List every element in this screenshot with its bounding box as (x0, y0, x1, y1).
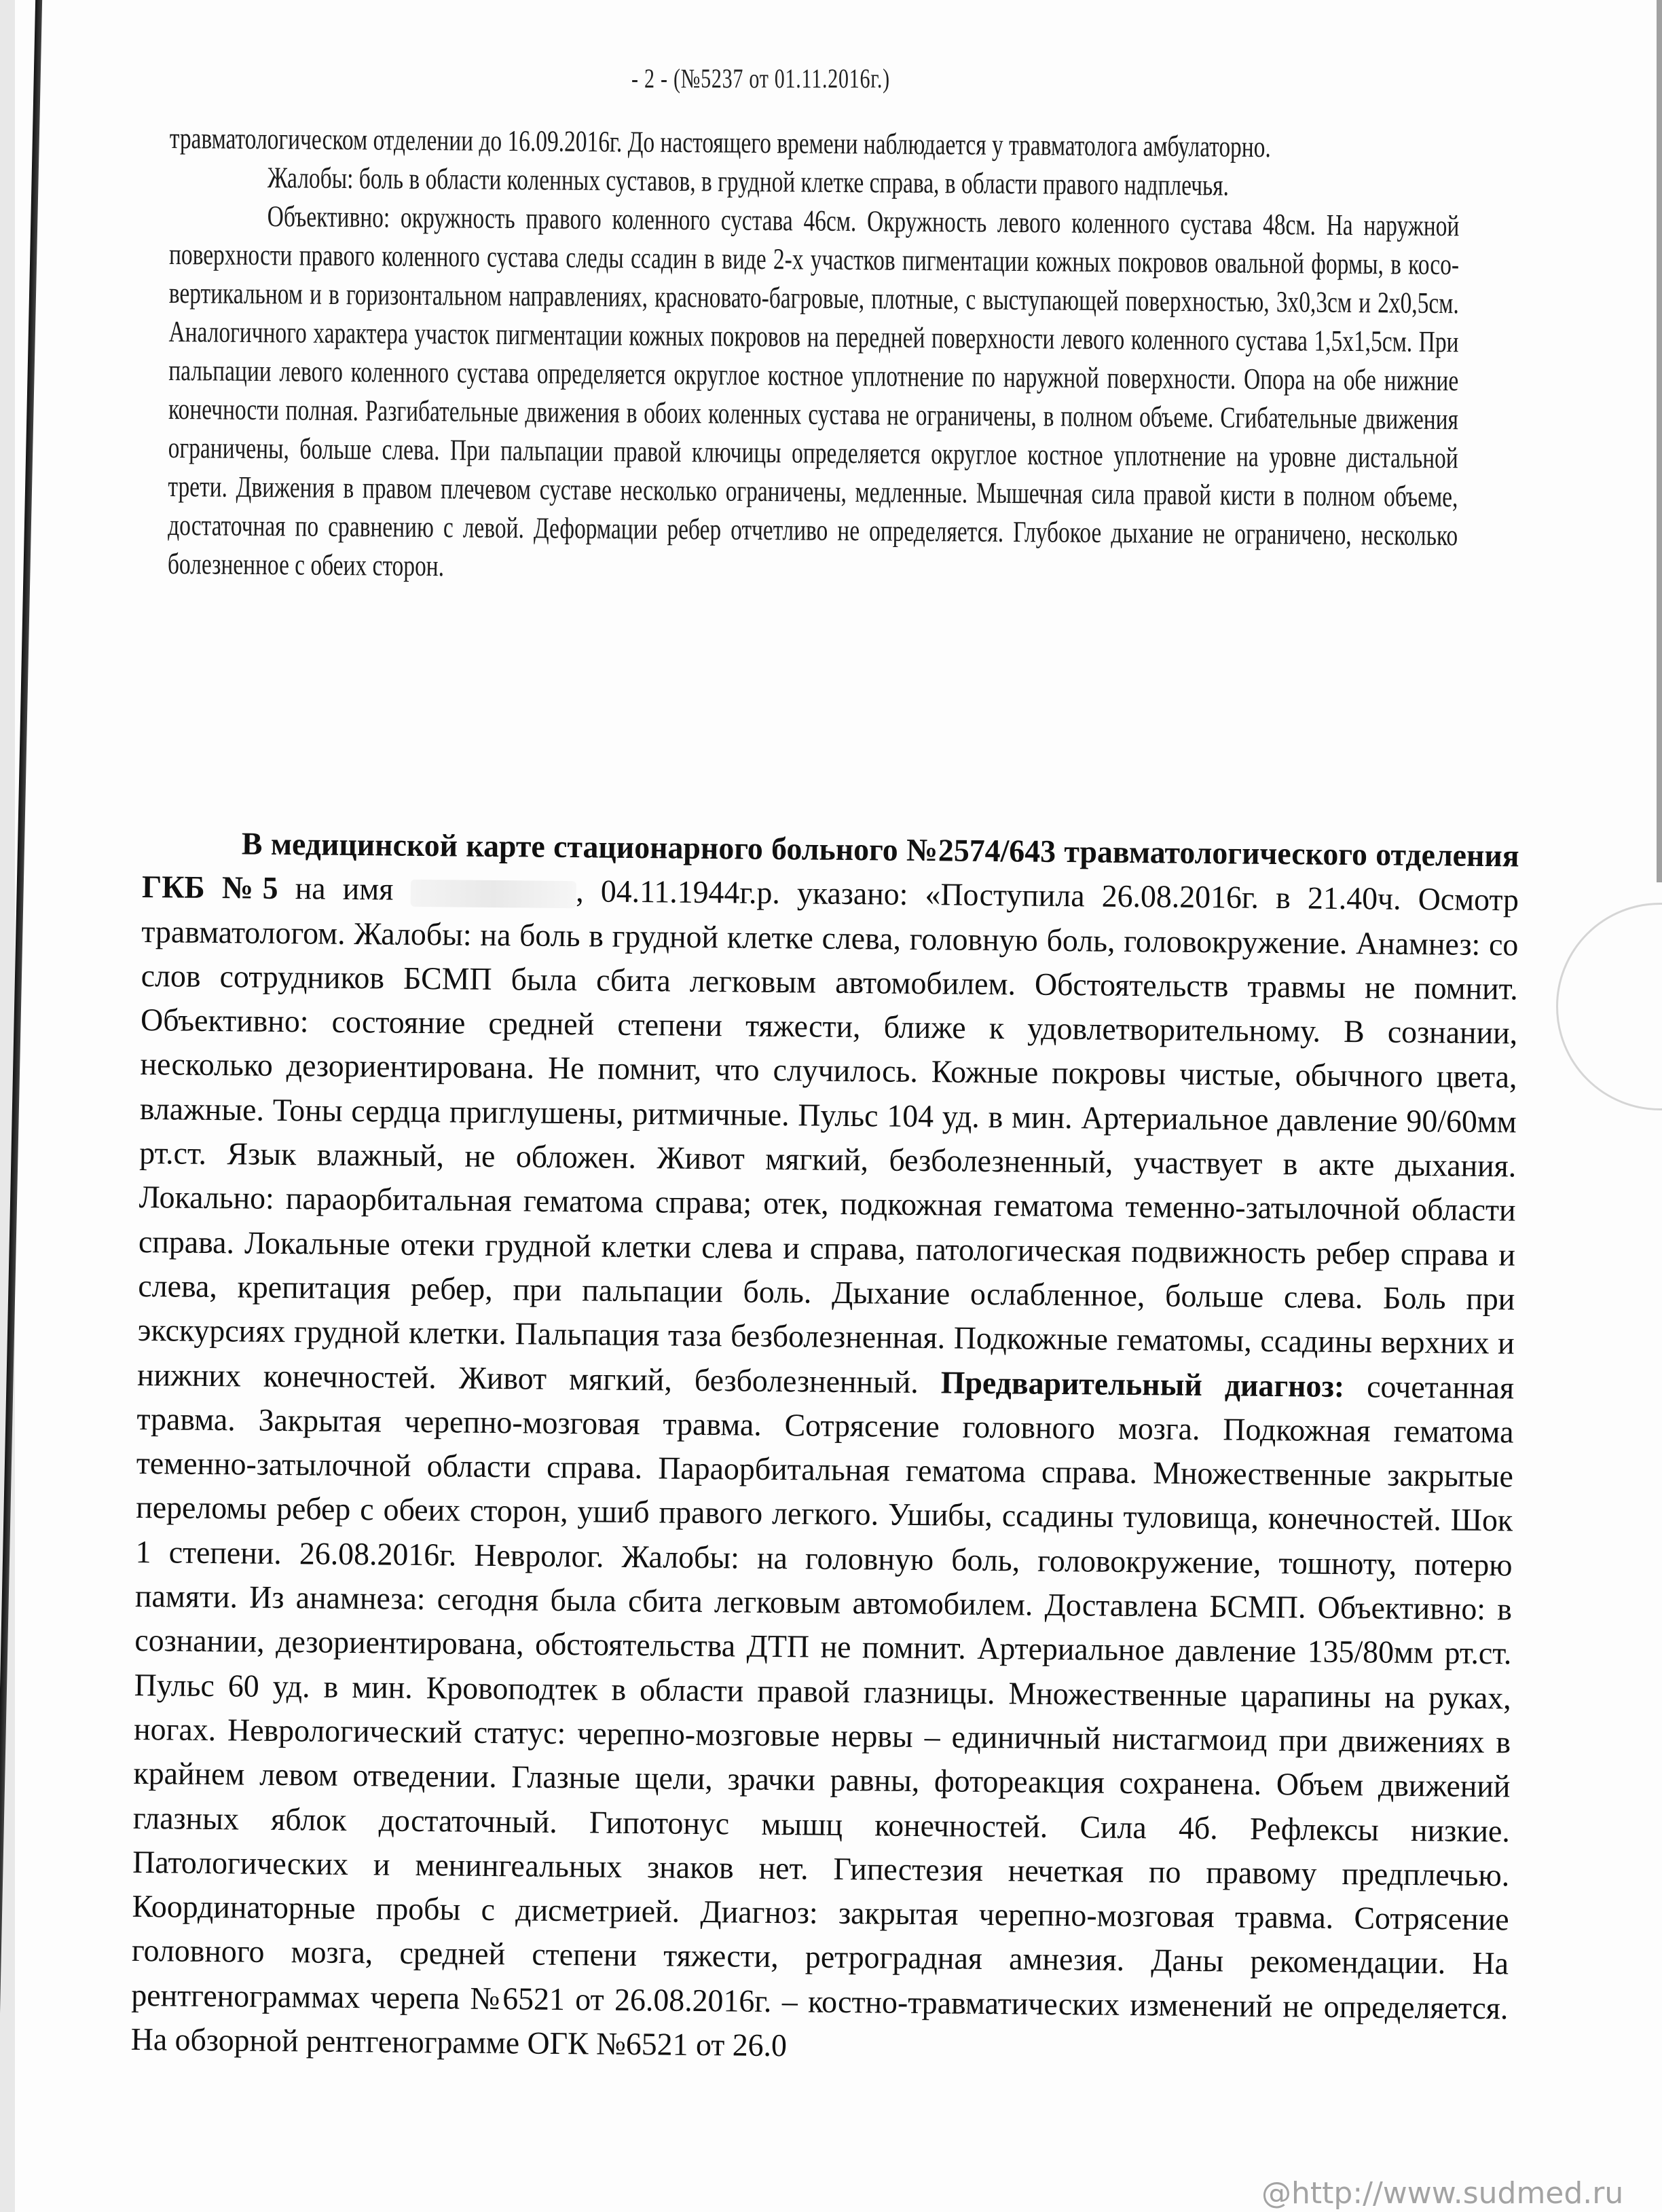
page-right-edge (1657, 0, 1662, 882)
diagnosis-label: Предварительный диагноз: (940, 1364, 1345, 1404)
diagnosis-text: сочетанная травма. Закрытая черепно-мозговая травма. Сотрясение головного мозга. Подкожная гематома теменно-затылочной области справа. Параорбитальная гематома справа. Множественные закрытые переломы ребер с обеих сторон, ушиб правого легкого. Ушибы, ссадины туловища, конечностей. Шок 1 степени. 26.08.2016г. Невролог. Жалобы: на головную боль, головокружение, тошноту, потерю памяти. Из анамнеза: сегодня была сбита легковым автомобилем. Доставлена БСМП. Объективно: в сознании, дезориентирована, обстоятельства ДТП не помнит. Артериальное давление 135/80мм рт.ст. Пульс 60 уд. в мин. Кровоподтек в области правой глазницы. Множественные царапины на руках, ногах. Неврологический статус: черепно-мозговые нервы – единичный нистагмоид при движениях в крайнем левом отведении. Глазные щели, зрачки равны, фотореакция сохранена. Объем движений глазных яблок достаточный. Гипотонус мышц конечностей. Сила 4б. Рефлексы низкие. Патологических и менингеальных знаков нет. Гипестезия нечеткая по правому предплечью. Координаторные пробы с дисметрией. Диагноз: закрытая черепно-мозговая травма. Сотрясение головного мозга, средней степени тяжести, ретроградная амнезия. Даны рекомендации. На рентгенограммах черепа №6521 от 26.08.2016г. – костно-травматических изменений не определяется. На обзорной рентгенограмме ОГК №6521 от 26.0 (130, 1368, 1515, 2064)
redacted-name (410, 879, 576, 907)
page-header: - 2 - (№5237 от 01.11.2016г.) (631, 63, 890, 94)
record-intro: В медицинской карте стационарного больного №2574/643 травматологического отделения ГКБ №5 (141, 826, 1519, 907)
paragraph-record (130, 821, 1519, 2076)
name-prefix: на имя (278, 871, 411, 908)
paragraph-complaints: Жалобы: боль в области коленных суставов, в грудной клетке справа, в области правого надплечья. (267, 161, 1230, 202)
watermark: @http://www.sudmed.ru (1261, 2176, 1624, 2211)
stamp-fragment (1556, 903, 1662, 1110)
paragraph: травматологическом отделении до 16.09.2016г. До настоящего времени наблюдается у травматолога амбулаторно. (169, 121, 1271, 164)
section-examination (168, 119, 1460, 593)
paragraph-objective: Объективно: окружность правого коленного сустава 46см. Окружность левого коленного сустава 48см. На наружной поверхности правого коленного сустава следы ссадин в виде 2-х участков пигментации кожных покровов овальной формы, в косо-вертикальном и в горизонтальном направлениях, красновато-багровые, плотные, с выступающей поверхностью, 3х0,3см и 2х0,5см. Аналогичного характера участок пигментации кожных покровов на передней поверхности левого коленного сустава 1,5х1,5см. При пальпации левого коленного сустава определяется округлое костное уплотнение по наружной поверхности. Опора на обе нижние конечности полная. Разгибательные движения в обоих коленных сустава не ограничены, в полном объеме. Сгибательные движения ограничены, больше слева. При пальпации правой ключицы определяется округлое костное уплотнение на уровне дистальной трети. Движения в правом плечевом суставе несколько ограничены, медленные. Мышечная сила правой кисти в полном объеме, достаточная по сравнению с левой. Деформации ребер отчетливо не определяется. Глубокое дыхание не ограничено, несколько болезненное с обеих сторон. (167, 200, 1460, 583)
record-text: , 04.11.1944г.р. указано: «Поступила 26.08.2016г. в 21.40ч. Осмотр травматологом. Жалобы: на боль в грудной клетке слева, головную боль, головокружение. Анамнез: со слов сотрудников БСМП была сбита легковым автомобилем. Обстоятельств травмы не помнит. Объективно: состояние средней степени тяжести, ближе к удовлетворительному. В сознании, несколько дезориентирована. Не помнит, что случилось. Кожные покровы чистые, обычного цвета, влажные. Тоны сердца приглушены, ритмичные. Пульс 104 уд. в мин. Артериальное давление 90/60мм рт.ст. Язык влажный, не обложен. Живот мягкий, безболезненный, участвует в акте дыхания. Локально: параорбитальная гематома справа; отек, подкожная гематома теменно-затылочной области справа. Локальные отеки грудной клетки слева и справа, патологическая подвижность ребер справа и слева, крепитация ребер, при пальпации боль. Дыхание ослабленное, больше слева. Боль при экскурсиях грудной клетки. Пальпация таза безболезненная. Подкожные гематомы, ссадины верхних и нижних конечностей. Живот мягкий, безболезненный. (136, 874, 1519, 1400)
section-medical-record (130, 821, 1519, 2076)
